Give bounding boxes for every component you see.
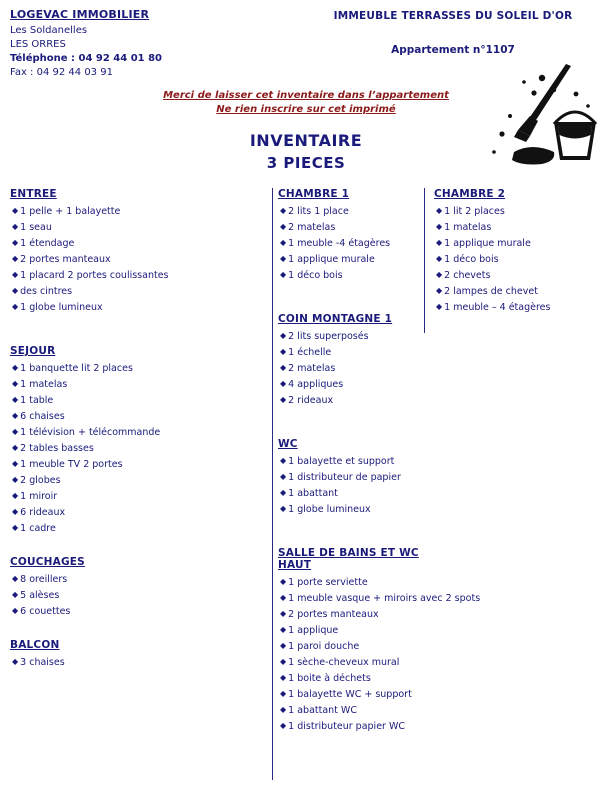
item-label: 1 cadre — [20, 523, 56, 534]
bullet-icon: ◆ — [12, 363, 19, 372]
item-label: 2 lits 1 place — [288, 206, 349, 217]
bullet-icon: ◆ — [280, 270, 287, 279]
bullet-icon: ◆ — [280, 395, 287, 404]
list-item — [10, 254, 265, 265]
bullet-icon: ◆ — [12, 206, 19, 215]
bullet-icon: ◆ — [12, 222, 19, 231]
item-label: 1 distributeur papier WC — [288, 721, 405, 732]
section-chambre-1 — [278, 188, 423, 281]
list-item — [10, 443, 265, 454]
item-label: 1 déco bois — [444, 254, 499, 265]
bullet-icon: ◆ — [12, 427, 19, 436]
list-item — [10, 270, 265, 281]
section-title: BALCON — [10, 639, 60, 651]
item-label: 2 tables basses — [20, 443, 94, 454]
section-title: SALLE DE BAINS ET WC HAUT — [278, 547, 419, 571]
item-label: 1 meuble -4 étagères — [288, 238, 391, 249]
bullet-icon: ◆ — [280, 577, 287, 586]
item-label: 6 chaises — [20, 411, 65, 422]
item-label: 2 portes manteaux — [20, 254, 111, 265]
list-item — [10, 574, 265, 585]
list-item — [434, 286, 604, 297]
building-name: IMMEUBLE TERRASSES DU SOLEIL D'OR — [333, 10, 573, 22]
item-label: 1 meuble vasque + miroirs avec 2 spots — [288, 593, 481, 604]
inventory-columns — [10, 188, 602, 796]
item-label: 6 couettes — [20, 606, 71, 617]
bullet-icon: ◆ — [12, 459, 19, 468]
property-block — [328, 10, 578, 56]
item-label: 5 alèses — [20, 590, 60, 601]
list-item — [278, 331, 423, 342]
bullet-icon: ◆ — [12, 606, 19, 615]
agency-address: Les Soldanelles — [10, 25, 88, 36]
section-title: COIN MONTAGNE 1 — [278, 313, 393, 325]
item-label: 1 déco bois — [288, 270, 343, 281]
list-item — [10, 606, 265, 617]
section-gap — [10, 327, 265, 345]
column-divider-2 — [424, 188, 425, 333]
item-label: 2 rideaux — [288, 395, 334, 406]
list-item — [434, 222, 604, 233]
bullet-icon: ◆ — [12, 238, 19, 247]
list-item — [278, 270, 423, 281]
bullet-icon: ◆ — [280, 593, 287, 602]
bullet-icon: ◆ — [280, 609, 287, 618]
item-label: 1 échelle — [288, 347, 332, 358]
item-label: 1 applique murale — [288, 254, 375, 265]
item-label: 2 globes — [20, 475, 61, 486]
item-label: 8 oreillers — [20, 574, 68, 585]
list-item — [278, 456, 423, 467]
list-item — [278, 593, 481, 604]
list-item — [278, 206, 423, 217]
item-label: 2 lampes de chevet — [444, 286, 538, 297]
bullet-icon: ◆ — [12, 411, 19, 420]
item-label: 3 chaises — [20, 657, 65, 668]
bullet-icon: ◆ — [436, 222, 443, 231]
list-item — [10, 379, 265, 390]
list-item — [10, 491, 265, 502]
bullet-icon: ◆ — [12, 523, 19, 532]
list-item — [278, 238, 423, 249]
list-item — [434, 270, 604, 281]
list-item — [278, 673, 423, 684]
section-title: ENTREE — [10, 188, 57, 200]
list-item — [278, 609, 423, 620]
bullet-icon: ◆ — [436, 270, 443, 279]
bullet-icon: ◆ — [280, 238, 287, 247]
list-item — [10, 657, 265, 668]
item-label: 1 applique murale — [444, 238, 531, 249]
section-gap — [278, 295, 423, 313]
item-label: 1 balayette WC + support — [288, 689, 412, 700]
bullet-icon: ◆ — [280, 689, 287, 698]
list-item — [10, 459, 265, 470]
item-label: 1 globe lumineux — [288, 504, 371, 515]
list-item — [10, 507, 265, 518]
bullet-icon: ◆ — [280, 456, 287, 465]
bullet-icon: ◆ — [436, 286, 443, 295]
list-item — [10, 286, 265, 297]
section-gap — [10, 631, 265, 639]
item-label: 1 balayette et support — [288, 456, 395, 467]
page-subtitle: 3 PIECES — [266, 154, 346, 172]
item-label: 2 chevets — [444, 270, 491, 281]
list-item — [278, 395, 423, 406]
list-item — [10, 395, 265, 406]
bullet-icon: ◆ — [280, 641, 287, 650]
agency-phone: Téléphone : 04 92 44 01 80 — [10, 53, 163, 64]
bullet-icon: ◆ — [12, 302, 19, 311]
section-chambre-2 — [434, 188, 604, 313]
column-right — [434, 188, 604, 796]
item-label: 2 lits superposés — [288, 331, 369, 342]
notice-line-1: Merci de laisser cet inventaire dans l’appartement — [163, 90, 449, 101]
list-item — [10, 363, 265, 374]
apartment-number: Appartement n°1107 — [391, 44, 515, 56]
list-item — [10, 475, 265, 486]
section-couchages — [10, 556, 265, 617]
bullet-icon: ◆ — [12, 254, 19, 263]
section-salle-de-bains — [278, 547, 481, 732]
list-item — [278, 641, 423, 652]
item-label: 1 abattant — [288, 488, 338, 499]
column-divider-1 — [272, 188, 273, 780]
page-title: INVENTAIRE — [249, 131, 363, 150]
column-left — [10, 188, 265, 796]
list-item — [278, 577, 423, 588]
item-label: 1 pelle + 1 balayette — [20, 206, 121, 217]
item-label: 2 matelas — [288, 222, 336, 233]
list-item — [278, 504, 423, 515]
section-balcon — [10, 639, 265, 668]
bullet-icon: ◆ — [280, 705, 287, 714]
bullet-icon: ◆ — [280, 625, 287, 634]
list-item — [278, 222, 423, 233]
item-label: 1 applique — [288, 625, 339, 636]
item-label: 1 abattant WC — [288, 705, 357, 716]
bullet-icon: ◆ — [12, 574, 19, 583]
section-title: SEJOUR — [10, 345, 56, 357]
agency-city: LES ORRES — [10, 39, 66, 50]
cleaning-illustration — [480, 60, 600, 170]
bullet-icon: ◆ — [280, 721, 287, 730]
bullet-icon: ◆ — [12, 507, 19, 516]
agency-block — [10, 8, 310, 81]
section-title: WC — [278, 438, 298, 450]
list-item — [278, 657, 423, 668]
bullet-icon: ◆ — [12, 395, 19, 404]
bullet-icon: ◆ — [12, 379, 19, 388]
item-label: 1 sèche-cheveux mural — [288, 657, 400, 668]
item-label: 1 meuble – 4 étagères — [444, 302, 551, 313]
list-item — [10, 222, 265, 233]
section-gap — [278, 420, 423, 438]
bullet-icon: ◆ — [280, 504, 287, 513]
item-label: 1 porte serviette — [288, 577, 368, 588]
notice-line-2: Ne rien inscrire sur cet imprimé — [216, 104, 396, 115]
bullet-icon: ◆ — [280, 673, 287, 682]
list-item — [10, 427, 265, 438]
list-item — [278, 625, 423, 636]
item-label: 1 boite à déchets — [288, 673, 371, 684]
bullet-icon: ◆ — [436, 206, 443, 215]
list-item — [278, 363, 423, 374]
section-gap — [10, 548, 265, 556]
bullet-icon: ◆ — [436, 254, 443, 263]
section-title: CHAMBRE 1 — [278, 188, 350, 200]
item-label: 2 portes manteaux — [288, 609, 379, 620]
item-label: 1 placard 2 portes coulissantes — [20, 270, 169, 281]
list-item — [434, 238, 604, 249]
list-item — [434, 206, 604, 217]
list-item — [278, 721, 423, 732]
item-label: 1 matelas — [444, 222, 492, 233]
item-label: 1 distributeur de papier — [288, 472, 401, 483]
bullet-icon: ◆ — [280, 331, 287, 340]
list-item — [434, 254, 604, 265]
item-label: des cintres — [20, 286, 73, 297]
bullet-icon: ◆ — [280, 472, 287, 481]
section-title: COUCHAGES — [10, 556, 85, 568]
section-sejour — [10, 345, 265, 534]
bullet-icon: ◆ — [436, 302, 443, 311]
section-wc — [278, 438, 423, 515]
item-label: 1 meuble TV 2 portes — [20, 459, 123, 470]
list-item — [278, 379, 423, 390]
item-label: 1 lit 2 places — [444, 206, 505, 217]
list-item — [10, 411, 265, 422]
item-label: 1 paroi douche — [288, 641, 360, 652]
list-item — [278, 705, 423, 716]
list-item — [278, 689, 423, 700]
agency-fax: Fax : 04 92 44 03 91 — [10, 67, 113, 78]
bullet-icon: ◆ — [12, 270, 19, 279]
section-gap — [278, 529, 423, 547]
bullet-icon: ◆ — [12, 475, 19, 484]
bullet-icon: ◆ — [280, 206, 287, 215]
list-item — [278, 347, 423, 358]
bullet-icon: ◆ — [280, 254, 287, 263]
item-label: 1 télévision + télécommande — [20, 427, 161, 438]
bullet-icon: ◆ — [280, 363, 287, 372]
list-item — [10, 523, 265, 534]
item-label: 6 rideaux — [20, 507, 66, 518]
bullet-icon: ◆ — [280, 379, 287, 388]
item-label: 1 matelas — [20, 379, 68, 390]
section-entree — [10, 188, 265, 313]
item-label: 2 matelas — [288, 363, 336, 374]
bullet-icon: ◆ — [12, 286, 19, 295]
bullet-icon: ◆ — [280, 347, 287, 356]
bullet-icon: ◆ — [12, 491, 19, 500]
list-item — [10, 590, 265, 601]
list-item — [10, 238, 265, 249]
list-item — [278, 488, 423, 499]
agency-name: LOGEVAC IMMOBILIER — [10, 8, 150, 21]
item-label: 1 seau — [20, 222, 52, 233]
bullet-icon: ◆ — [12, 443, 19, 452]
list-item — [278, 254, 423, 265]
list-item — [434, 302, 604, 313]
item-label: 1 étendage — [20, 238, 75, 249]
item-label: 1 banquette lit 2 places — [20, 363, 133, 374]
item-label: 1 miroir — [20, 491, 58, 502]
bullet-icon: ◆ — [12, 590, 19, 599]
list-item — [10, 302, 265, 313]
bullet-icon: ◆ — [12, 657, 19, 666]
bullet-icon: ◆ — [280, 657, 287, 666]
list-item — [10, 206, 265, 217]
bullet-icon: ◆ — [436, 238, 443, 247]
item-label: 1 table — [20, 395, 54, 406]
list-item — [278, 472, 423, 483]
section-title: CHAMBRE 2 — [434, 188, 506, 200]
bullet-icon: ◆ — [280, 488, 287, 497]
bullet-icon: ◆ — [280, 222, 287, 231]
section-coin-montagne-1 — [278, 313, 423, 406]
item-label: 4 appliques — [288, 379, 344, 390]
item-label: 1 globe lumineux — [20, 302, 103, 313]
